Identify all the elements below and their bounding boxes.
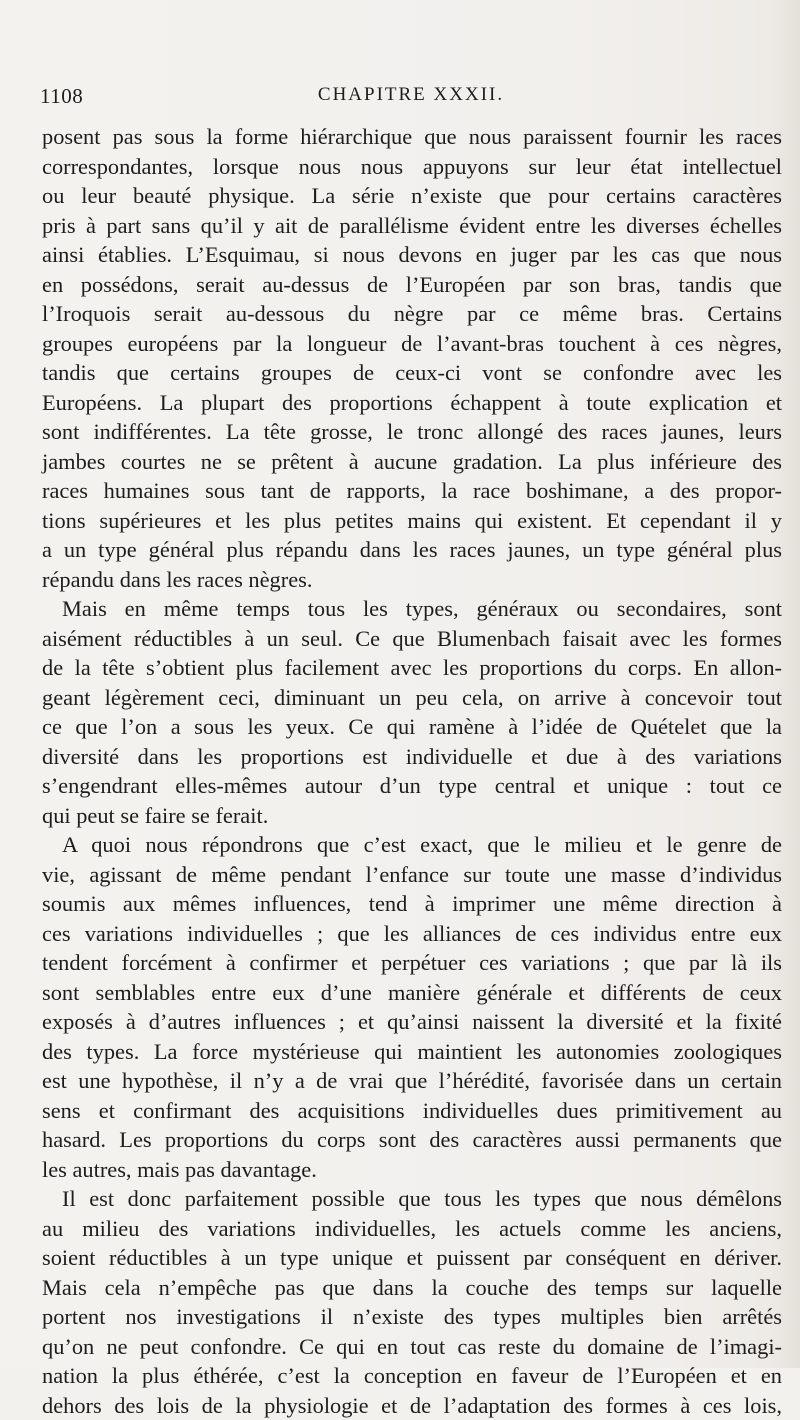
text-line: tendent forcément à confirmer et perpétuer ces variations ; que par là ils	[42, 948, 782, 978]
text-line: exposés à d’autres influences ; et qu’ainsi naissent la diversité et la fixité	[42, 1007, 782, 1037]
text-line: posent pas sous la forme hiérarchique que nous paraissent fournir les races	[42, 122, 782, 152]
running-head: CHAPITRE XXXII.	[40, 84, 782, 106]
text-line: s’engendrant elles-mêmes autour d’un type central et unique : tout ce	[42, 771, 782, 801]
text-line: au milieu des variations individuelles, les actuels comme les anciens,	[42, 1214, 782, 1244]
text-line: hasard. Les proportions du corps sont des caractères aussi permanents que	[42, 1125, 782, 1155]
text-line: ainsi établies. L’Esquimau, si nous devons en juger par les cas que nous	[42, 240, 782, 270]
text-line: races humaines sous tant de rapports, la race boshimane, a des propor-	[42, 476, 782, 506]
text-line: groupes européens par la longueur de l’avant-bras touchent à ces nègres,	[42, 329, 782, 359]
text-line: ou leur beauté physique. La série n’existe que pour certains caractères	[42, 181, 782, 211]
text-line: tions supérieures et les plus petites mains qui existent. Et cependant il y	[42, 506, 782, 536]
text-line: a un type général plus répandu dans les races jaunes, un type général plus	[42, 535, 782, 565]
paragraph	[42, 122, 782, 594]
paragraph	[42, 594, 782, 830]
text-line: en possédons, serait au-dessus de l’Européen par son bras, tandis que	[42, 270, 782, 300]
text-line: tandis que certains groupes de ceux-ci vont se confondre avec les	[42, 358, 782, 388]
text-line: est une hypothèse, il n’y a de vrai que l’hérédité, favorisée dans un certain	[42, 1066, 782, 1096]
text-line: A quoi nous répondrons que c’est exact, que le milieu et le genre de	[42, 830, 782, 860]
page-number: 1108	[40, 84, 83, 109]
text-line: l’Iroquois serait au-dessous du nègre par ce même bras. Certains	[42, 299, 782, 329]
text-line: Européens. La plupart des proportions échappent à toute explication et	[42, 388, 782, 418]
text-line: sens et confirmant des acquisitions individuelles dues primitivement au	[42, 1096, 782, 1126]
text-line: aisément réductibles à un seul. Ce que Blumenbach faisait avec les formes	[42, 624, 782, 654]
text-line: vie, agissant de même pendant l’enfance sur toute une masse d’individus	[42, 860, 782, 890]
text-line: soient réductibles à un type unique et puissent par conséquent en dériver.	[42, 1243, 782, 1273]
text-line: qu’on ne peut confondre. Ce qui en tout cas reste du domaine de l’imagi-	[42, 1332, 782, 1362]
text-line: ces variations individuelles ; que les alliances de ces individus entre eux	[42, 919, 782, 949]
text-line: répandu dans les races nègres.	[42, 565, 782, 595]
text-line: soumis aux mêmes influences, tend à imprimer une même direction à	[42, 889, 782, 919]
text-line: qui peut se faire se ferait.	[42, 801, 782, 831]
text-line: nation la plus éthérée, c’est la conception en faveur de l’Européen et en	[42, 1361, 782, 1391]
text-line: de la tête s’obtient plus facilement avec les proportions du corps. En allon-	[42, 653, 782, 683]
text-line: dehors des lois de la physiologie et de l’adaptation des formes à ces lois,	[42, 1391, 782, 1420]
text-line: diversité dans les proportions est individuelle et due à des variations	[42, 742, 782, 772]
text-line: geant légèrement ceci, diminuant un peu cela, on arrive à concevoir tout	[42, 683, 782, 713]
paragraph	[42, 1184, 782, 1420]
text-line: ce que l’on a sous les yeux. Ce qui ramène à l’idée de Quételet que la	[42, 712, 782, 742]
text-line: sont semblables entre eux d’une manière générale et différents de ceux	[42, 978, 782, 1008]
text-line: portent nos investigations il n’existe des types multiples bien arrêtés	[42, 1302, 782, 1332]
paragraph	[42, 830, 782, 1184]
body-text	[42, 122, 782, 1420]
text-line: correspondantes, lorsque nous nous appuyons sur leur état intellectuel	[42, 152, 782, 182]
text-line: jambes courtes ne se prêtent à aucune gradation. La plus inférieure des	[42, 447, 782, 477]
text-line: les autres, mais pas davantage.	[42, 1155, 782, 1185]
text-line: des types. La force mystérieuse qui maintient les autonomies zoologiques	[42, 1037, 782, 1067]
text-line: sont indifférentes. La tête grosse, le tronc allongé des races jaunes, leurs	[42, 417, 782, 447]
text-line: Mais en même temps tous les types, généraux ou secondaires, sont	[42, 594, 782, 624]
text-line: pris à part sans qu’il y ait de parallélisme évident entre les diverses échelles	[42, 211, 782, 241]
text-line: Mais cela n’empêche pas que dans la couche des temps sur laquelle	[42, 1273, 782, 1303]
text-line: Il est donc parfaitement possible que tous les types que nous démêlons	[42, 1184, 782, 1214]
page-header	[40, 84, 782, 114]
